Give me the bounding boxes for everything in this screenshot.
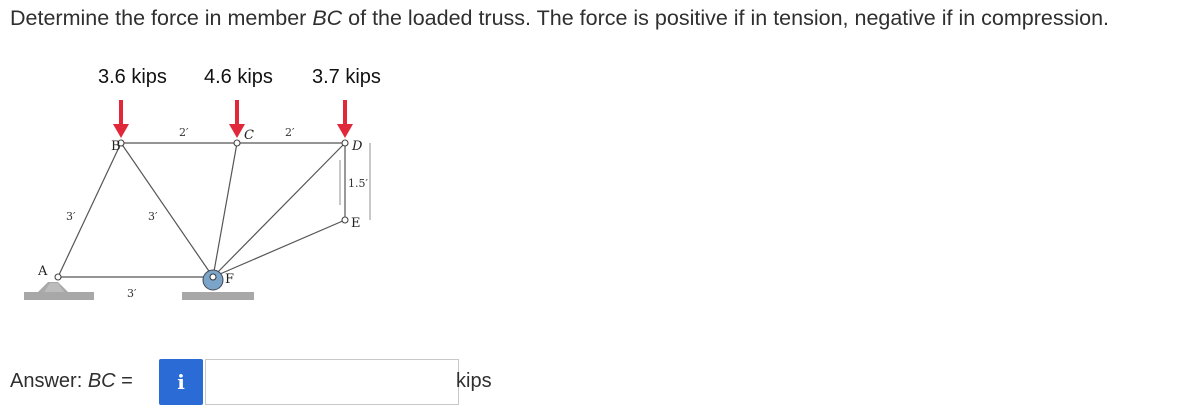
dim-label-bc: 2′ <box>179 126 189 139</box>
arrow-b <box>113 100 129 138</box>
joint-label-e: E <box>351 216 361 231</box>
truss-members <box>58 143 345 277</box>
pin-c <box>234 140 240 146</box>
answer-label-suffix: = <box>115 370 133 392</box>
joint-label-f: F <box>225 272 235 287</box>
answer-label-prefix: Answer: <box>10 370 88 392</box>
answer-label <box>10 370 133 393</box>
answer-input[interactable] <box>205 359 459 405</box>
load-label-b: 3.6 kips <box>98 66 167 88</box>
joint-label-a: A <box>38 264 48 279</box>
dim-label-bf-height: 3′ <box>148 210 158 223</box>
dim-label-af: 3′ <box>127 287 137 300</box>
question-suffix: of the loaded truss. The force is positive if in tension, negative if in compression. <box>342 6 1110 30</box>
units-label: kips <box>456 370 492 392</box>
dim-label-de: 1.5′ <box>348 177 368 190</box>
ground-left <box>24 282 94 300</box>
pin-d <box>342 140 348 146</box>
pins <box>55 140 348 280</box>
joint-label-b: B <box>111 139 121 154</box>
member-ef <box>213 220 345 277</box>
load-arrows <box>113 100 353 138</box>
load-label-c: 4.6 kips <box>204 66 273 88</box>
joint-label-c: C <box>244 128 254 143</box>
truss-diagram <box>0 90 420 330</box>
arrow-c <box>229 100 245 138</box>
joint-label-d: D <box>352 139 363 154</box>
support-f <box>203 270 223 290</box>
question-member: BC <box>312 6 343 30</box>
dim-label-ab-height: 3′ <box>66 210 76 223</box>
member-bf <box>121 143 213 277</box>
arrow-d <box>337 100 353 138</box>
info-icon[interactable]: i <box>159 359 203 405</box>
ground-right <box>182 292 254 300</box>
pin-e <box>342 217 348 223</box>
question-prefix: Determine the force in member <box>10 6 313 30</box>
pin-a <box>55 274 61 280</box>
dim-label-cd: 2′ <box>285 126 295 139</box>
load-label-d: 3.7 kips <box>312 66 381 88</box>
answer-label-member: BC <box>87 370 116 392</box>
question-text <box>10 6 1109 31</box>
